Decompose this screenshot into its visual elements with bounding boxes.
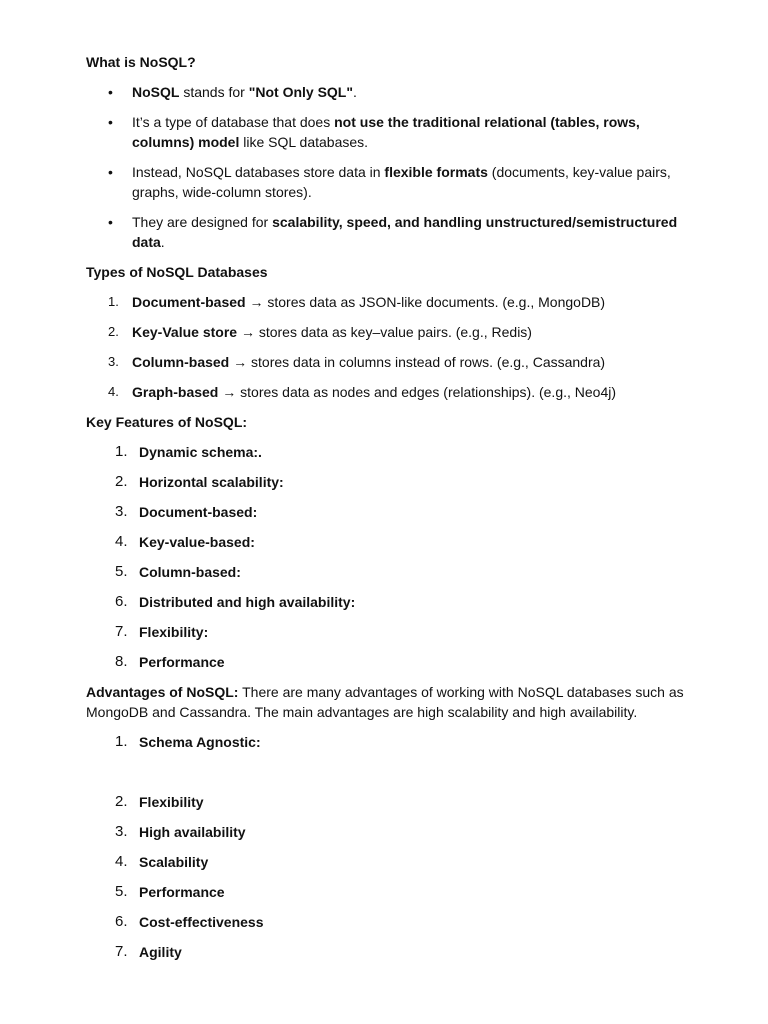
what-is-nosql-list xyxy=(86,82,700,252)
list-number: 7. xyxy=(115,623,128,640)
heading-types-of-nosql: Types of NoSQL Databases xyxy=(86,264,268,280)
list-item xyxy=(86,912,700,932)
bold-text: Key-Value store xyxy=(132,324,238,340)
list-number: 7. xyxy=(115,943,128,960)
list-item xyxy=(86,292,700,312)
list-item xyxy=(86,652,700,672)
item-label: Flexibility: xyxy=(139,624,209,640)
advantages-intro: There are many advantages of working with NoSQL databases such as MongoDB and Cassandra. The main advantages are high scalability and high availability. xyxy=(86,684,684,720)
list-item xyxy=(86,792,700,812)
bold-text: NoSQL xyxy=(132,84,180,100)
text: → stores data as key–value pairs. (e.g., Redis) xyxy=(237,324,532,340)
text: They are designed for xyxy=(132,214,273,230)
types-list xyxy=(86,292,700,402)
item-label: Performance xyxy=(139,654,225,670)
heading-what-is-nosql: What is NoSQL? xyxy=(86,54,196,70)
text: . xyxy=(160,234,165,250)
list-item xyxy=(86,942,700,962)
bold-text: flexible formats xyxy=(384,164,488,180)
list-number: 2. xyxy=(115,793,128,810)
item-label: Performance xyxy=(139,884,225,900)
bold-text: Column-based xyxy=(132,354,230,370)
item-label: Cost-effectiveness xyxy=(139,914,264,930)
list-item xyxy=(86,822,700,842)
text: . xyxy=(353,84,357,100)
item-label: Horizontal scalability: xyxy=(139,474,284,490)
list-item xyxy=(86,622,700,642)
list-item xyxy=(86,532,700,552)
bullet-icon: • xyxy=(108,114,113,130)
item-label: Key-value-based: xyxy=(139,534,255,550)
text: stands for xyxy=(179,84,249,100)
item-label: Schema Agnostic: xyxy=(139,734,261,750)
list-item xyxy=(86,732,700,752)
list-item xyxy=(86,352,700,372)
document-page xyxy=(86,52,700,972)
text: → stores data as nodes and edges (relationships). (e.g., Neo4j) xyxy=(218,384,617,400)
bold-text: not use the traditional relational (tables, rows, columns) model xyxy=(132,114,640,150)
list-number: 3. xyxy=(115,503,128,520)
list-item xyxy=(86,322,700,342)
list-number: 1. xyxy=(108,294,119,309)
text: (documents, key-value pairs, graphs, wide-column stores). xyxy=(132,164,671,200)
key-features-list xyxy=(86,442,700,672)
list-item xyxy=(86,382,700,402)
list-number: 8. xyxy=(115,653,128,670)
item-label: Flexibility xyxy=(139,794,204,810)
text: like SQL databases. xyxy=(239,134,369,150)
list-number: 1. xyxy=(115,443,128,460)
list-number: 5. xyxy=(115,563,128,580)
list-item xyxy=(86,472,700,492)
list-number: 4. xyxy=(108,384,119,399)
list-number: 2. xyxy=(115,473,128,490)
bold-text: Document-based xyxy=(132,294,246,310)
text: It’s a type of database that does xyxy=(132,114,335,130)
list-item xyxy=(86,562,700,582)
list-number: 6. xyxy=(115,913,128,930)
item-label: High availability xyxy=(139,824,246,840)
list-item xyxy=(86,502,700,522)
list-item xyxy=(86,82,700,102)
list-number: 5. xyxy=(115,883,128,900)
list-number: 4. xyxy=(115,533,128,550)
item-label: Document-based: xyxy=(139,504,258,520)
bullet-icon: • xyxy=(108,214,113,230)
bold-text: Graph-based xyxy=(132,384,219,400)
list-item xyxy=(86,852,700,872)
list-item xyxy=(86,882,700,902)
item-label: Distributed and high availability: xyxy=(139,594,356,610)
text: → stores data as JSON-like documents. (e.g., MongoDB) xyxy=(245,294,606,310)
list-number: 1. xyxy=(115,733,128,750)
text: → stores data in columns instead of rows. (e.g., Cassandra) xyxy=(229,354,606,370)
heading-advantages: Advantages of NoSQL: xyxy=(86,684,239,700)
item-label: Dynamic schema:. xyxy=(139,444,262,460)
list-item xyxy=(86,162,700,202)
list-number: 6. xyxy=(115,593,128,610)
bold-text: scalability, speed, and handling unstructured/semistructured data xyxy=(132,214,678,250)
item-label: Scalability xyxy=(139,854,209,870)
advantages-paragraph xyxy=(86,682,700,722)
heading-key-features: Key Features of NoSQL: xyxy=(86,414,248,430)
list-item xyxy=(86,442,700,462)
list-number: 4. xyxy=(115,853,128,870)
list-item xyxy=(86,592,700,612)
list-item xyxy=(86,112,700,152)
bullet-icon: • xyxy=(108,164,113,180)
advantages-list xyxy=(86,732,700,962)
item-label: Column-based: xyxy=(139,564,241,580)
bold-text: "Not Only SQL" xyxy=(248,84,353,100)
item-label: Agility xyxy=(139,944,182,960)
text: Instead, NoSQL databases store data in xyxy=(132,164,385,180)
list-number: 3. xyxy=(108,354,119,369)
list-number: 2. xyxy=(108,324,119,339)
list-number: 3. xyxy=(115,823,128,840)
bullet-icon: • xyxy=(108,84,113,100)
list-item xyxy=(86,212,700,252)
